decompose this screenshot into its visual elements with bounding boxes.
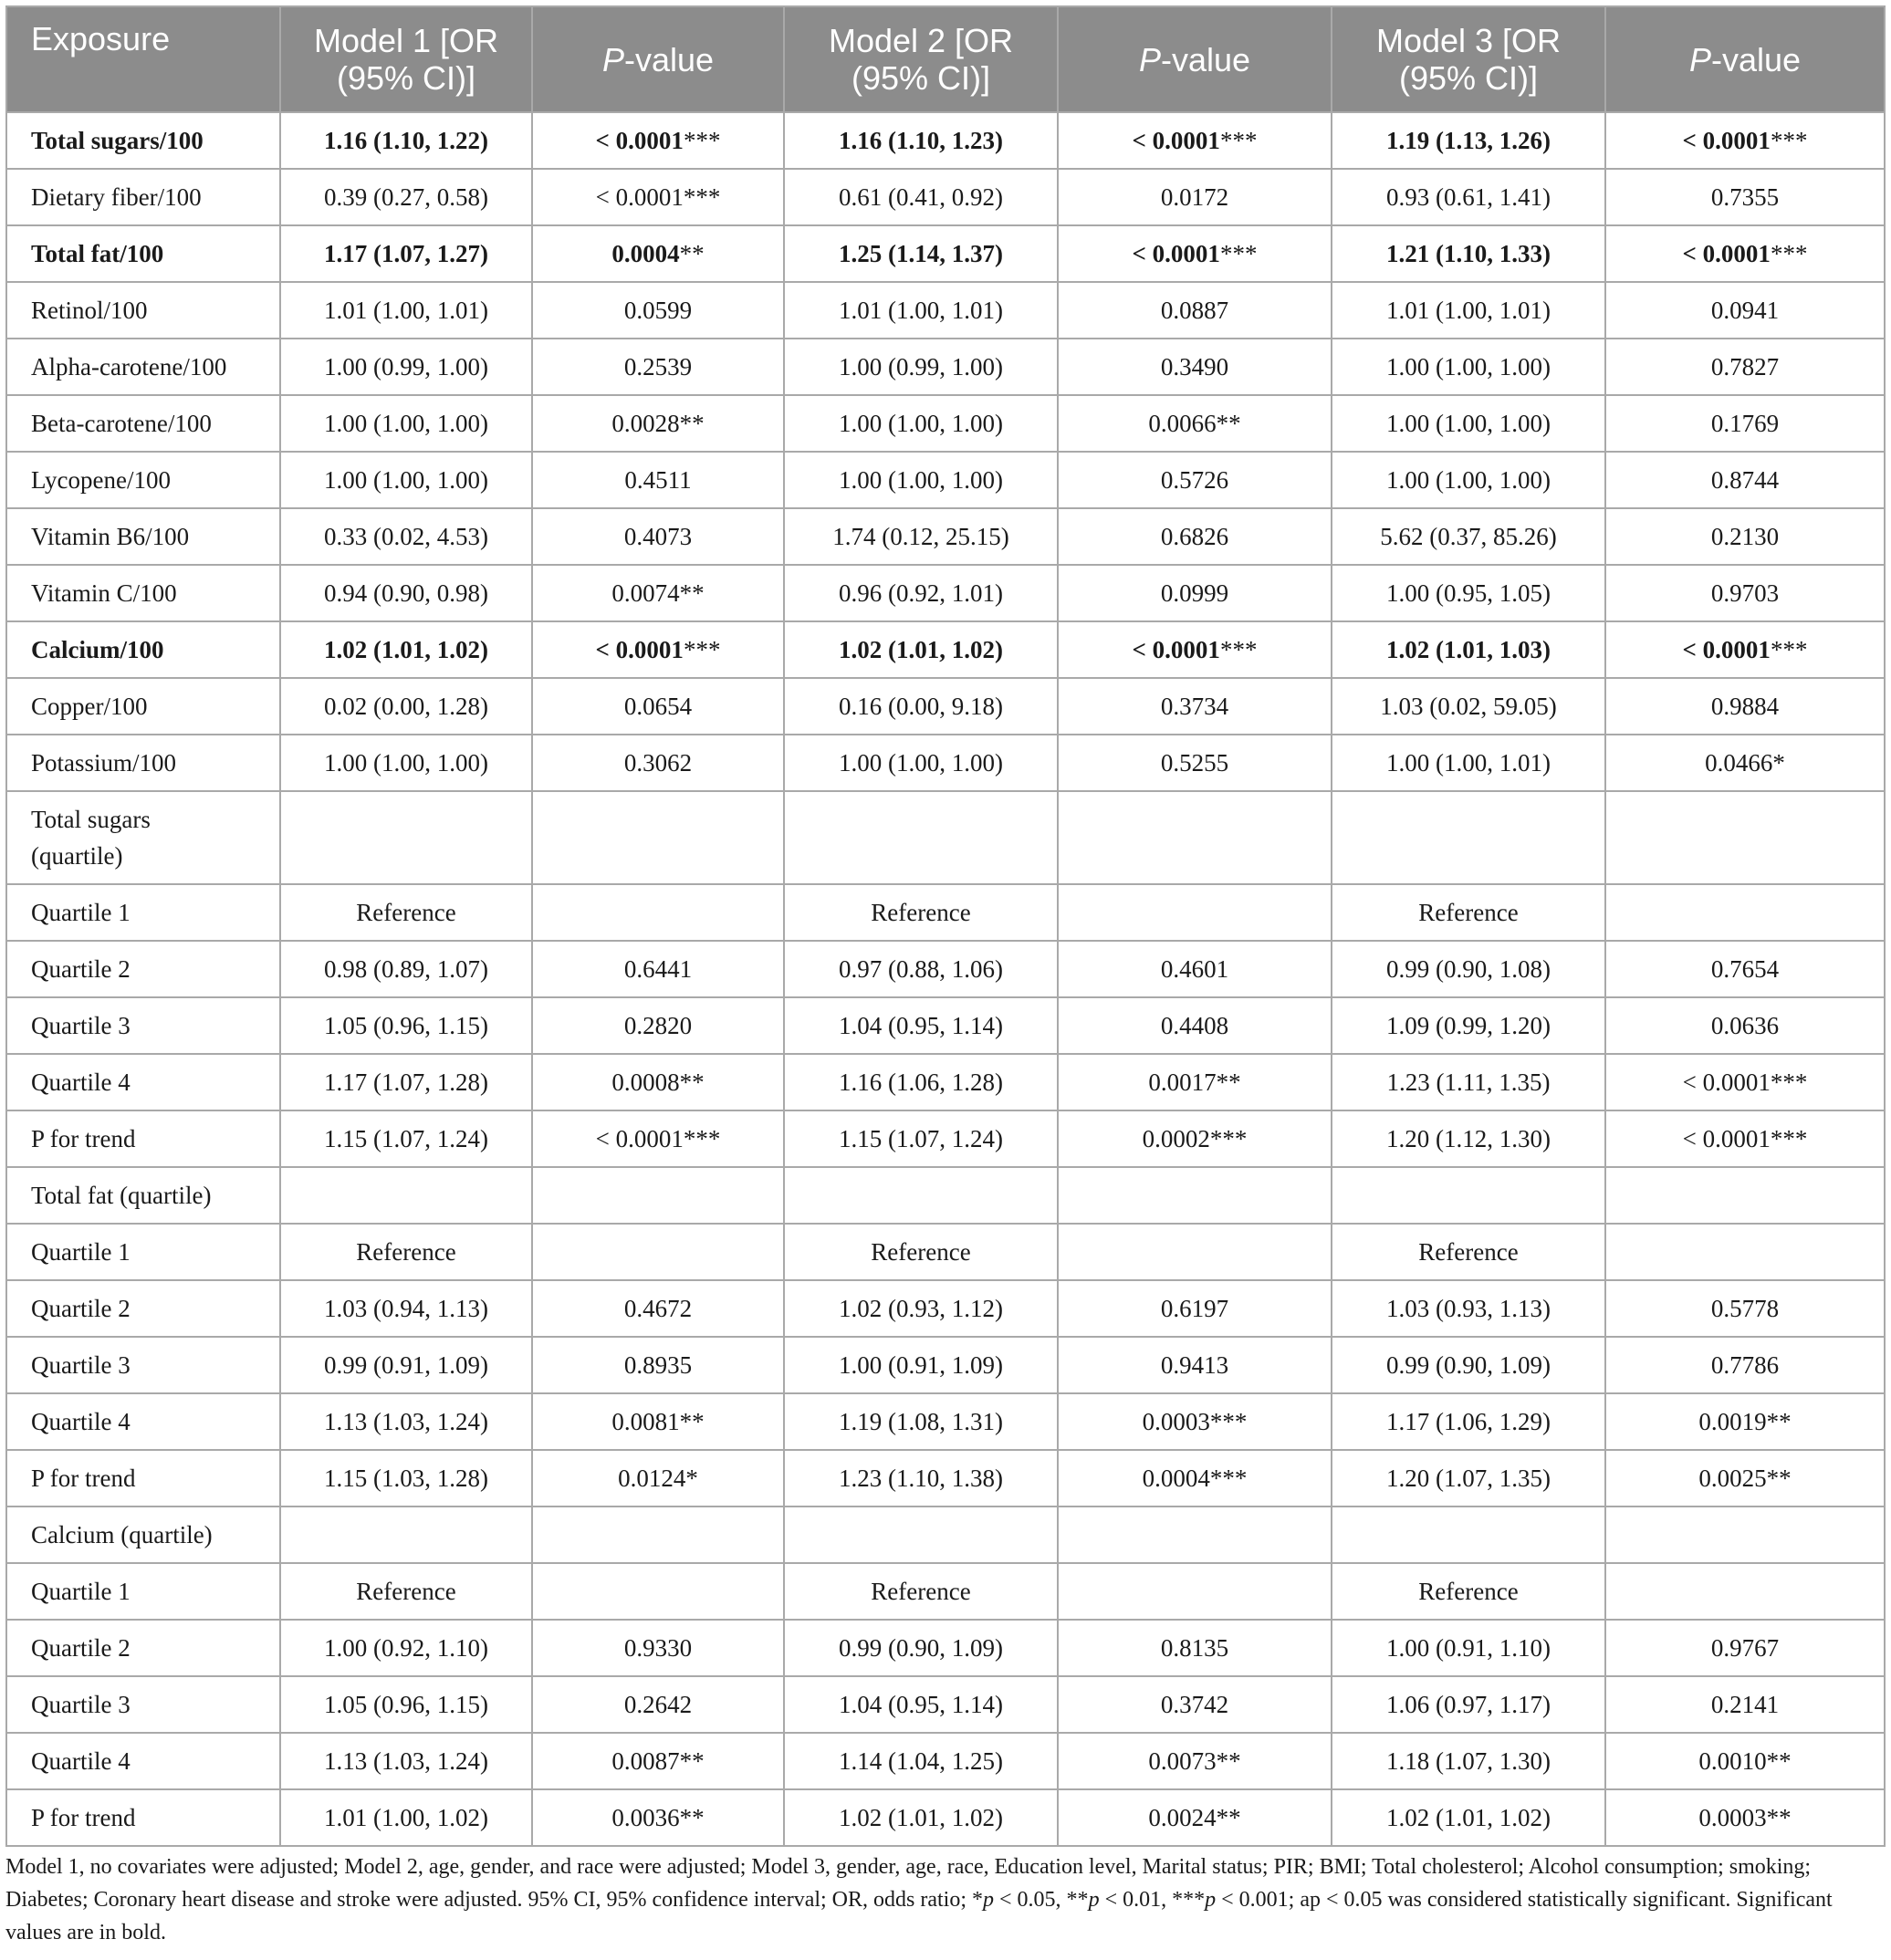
model3-pvalue-cell: < 0.0001*** <box>1605 112 1885 169</box>
model2-pvalue-cell: 0.0066** <box>1058 395 1332 452</box>
model2-pvalue-cell <box>1058 1563 1332 1620</box>
exposure-cell: Vitamin C/100 <box>6 565 280 621</box>
header-pvalue-3: P-value <box>1605 6 1885 112</box>
model2-or-cell: 1.02 (0.93, 1.12) <box>784 1280 1058 1337</box>
model1-or-cell: 1.16 (1.10, 1.22) <box>280 112 532 169</box>
model2-pvalue-cell: 0.3734 <box>1058 678 1332 735</box>
model2-or-cell: 1.16 (1.10, 1.23) <box>784 112 1058 169</box>
model1-pvalue-cell: 0.0036** <box>532 1789 784 1846</box>
table-row <box>6 1337 1885 1393</box>
model3-pvalue-cell: 0.2141 <box>1605 1676 1885 1733</box>
exposure-cell: Total fat (quartile) <box>6 1167 280 1224</box>
model1-pvalue-cell: < 0.0001*** <box>532 621 784 678</box>
model2-or-cell: 0.61 (0.41, 0.92) <box>784 169 1058 225</box>
table-row <box>6 1506 1885 1563</box>
model1-pvalue-cell: < 0.0001*** <box>532 169 784 225</box>
table-row <box>6 395 1885 452</box>
model2-or-cell: 0.96 (0.92, 1.01) <box>784 565 1058 621</box>
model3-pvalue-cell: 0.0466* <box>1605 735 1885 791</box>
model1-pvalue-cell: 0.6441 <box>532 941 784 997</box>
model2-or-cell: 1.04 (0.95, 1.14) <box>784 1676 1058 1733</box>
model1-pvalue-cell <box>532 1167 784 1224</box>
model2-or-cell: 1.14 (1.04, 1.25) <box>784 1733 1058 1789</box>
model1-or-cell: 1.05 (0.96, 1.15) <box>280 1676 532 1733</box>
model2-pvalue-cell: 0.4601 <box>1058 941 1332 997</box>
table-body <box>6 112 1885 1846</box>
model1-or-cell: 1.15 (1.07, 1.24) <box>280 1110 532 1167</box>
model2-or-cell: 1.04 (0.95, 1.14) <box>784 997 1058 1054</box>
model3-or-cell: 1.06 (0.97, 1.17) <box>1332 1676 1605 1733</box>
model3-pvalue-cell: 0.0019** <box>1605 1393 1885 1450</box>
table-row <box>6 1676 1885 1733</box>
model2-pvalue-cell: 0.3490 <box>1058 339 1332 395</box>
model3-pvalue-cell: 0.0025** <box>1605 1450 1885 1506</box>
exposure-cell: Lycopene/100 <box>6 452 280 508</box>
header-pvalue-1: P-value <box>532 6 784 112</box>
model3-or-cell: 1.00 (1.00, 1.01) <box>1332 735 1605 791</box>
model2-pvalue-cell: 0.5255 <box>1058 735 1332 791</box>
exposure-cell: P for trend <box>6 1110 280 1167</box>
model2-pvalue-cell: 0.6826 <box>1058 508 1332 565</box>
model1-pvalue-cell <box>532 1563 784 1620</box>
model3-pvalue-cell: 0.0636 <box>1605 997 1885 1054</box>
table-row <box>6 508 1885 565</box>
model3-or-cell: 1.00 (0.91, 1.10) <box>1332 1620 1605 1676</box>
table-row <box>6 1620 1885 1676</box>
model3-or-cell <box>1332 1506 1605 1563</box>
exposure-cell: Total fat/100 <box>6 225 280 282</box>
model2-or-cell: 1.74 (0.12, 25.15) <box>784 508 1058 565</box>
exposure-cell: Retinol/100 <box>6 282 280 339</box>
model3-or-cell: 1.21 (1.10, 1.33) <box>1332 225 1605 282</box>
model3-or-cell: 1.03 (0.02, 59.05) <box>1332 678 1605 735</box>
table-row <box>6 282 1885 339</box>
model1-or-cell: 0.98 (0.89, 1.07) <box>280 941 532 997</box>
table-row <box>6 678 1885 735</box>
table-row <box>6 1450 1885 1506</box>
model2-or-cell: 1.00 (1.00, 1.00) <box>784 735 1058 791</box>
exposure-cell: Beta-carotene/100 <box>6 395 280 452</box>
exposure-cell: Copper/100 <box>6 678 280 735</box>
model1-or-cell: 1.00 (1.00, 1.00) <box>280 452 532 508</box>
model1-pvalue-cell: < 0.0001*** <box>532 112 784 169</box>
model3-or-cell: 1.18 (1.07, 1.30) <box>1332 1733 1605 1789</box>
model2-or-cell: 0.97 (0.88, 1.06) <box>784 941 1058 997</box>
exposure-cell: P for trend <box>6 1789 280 1846</box>
table-row <box>6 1110 1885 1167</box>
model1-pvalue-cell: 0.4073 <box>532 508 784 565</box>
model2-or-cell: 0.99 (0.90, 1.09) <box>784 1620 1058 1676</box>
table-row <box>6 735 1885 791</box>
exposure-cell: Quartile 2 <box>6 1280 280 1337</box>
model3-pvalue-cell: 0.0010** <box>1605 1733 1885 1789</box>
model1-or-cell: 1.00 (0.92, 1.10) <box>280 1620 532 1676</box>
model3-or-cell: 1.02 (1.01, 1.03) <box>1332 621 1605 678</box>
model3-or-cell: 1.17 (1.06, 1.29) <box>1332 1393 1605 1450</box>
model2-pvalue-cell: 0.0002*** <box>1058 1110 1332 1167</box>
model3-pvalue-cell: 0.1769 <box>1605 395 1885 452</box>
model1-pvalue-cell: 0.0074** <box>532 565 784 621</box>
model3-pvalue-cell: < 0.0001*** <box>1605 1054 1885 1110</box>
model2-pvalue-cell: 0.0999 <box>1058 565 1332 621</box>
model3-or-cell: 0.99 (0.90, 1.08) <box>1332 941 1605 997</box>
model2-pvalue-cell: 0.0073** <box>1058 1733 1332 1789</box>
exposure-cell: P for trend <box>6 1450 280 1506</box>
model1-pvalue-cell: 0.0599 <box>532 282 784 339</box>
model3-pvalue-cell <box>1605 884 1885 941</box>
model3-pvalue-cell: < 0.0001*** <box>1605 1110 1885 1167</box>
table-row <box>6 1733 1885 1789</box>
model3-or-cell: Reference <box>1332 1224 1605 1280</box>
model1-or-cell: Reference <box>280 1224 532 1280</box>
header-row <box>6 6 1885 112</box>
model1-or-cell: Reference <box>280 1563 532 1620</box>
model2-pvalue-cell <box>1058 1506 1332 1563</box>
header-exposure: Exposure <box>6 6 280 112</box>
model3-or-cell: 1.00 (0.95, 1.05) <box>1332 565 1605 621</box>
model3-pvalue-cell: 0.7827 <box>1605 339 1885 395</box>
model1-or-cell: 1.13 (1.03, 1.24) <box>280 1393 532 1450</box>
model1-pvalue-cell: 0.9330 <box>532 1620 784 1676</box>
header-model2: Model 2 [OR (95% CI)] <box>784 6 1058 112</box>
model3-pvalue-cell: 0.7786 <box>1605 1337 1885 1393</box>
model2-pvalue-cell: < 0.0001*** <box>1058 112 1332 169</box>
model2-or-cell: 1.19 (1.08, 1.31) <box>784 1393 1058 1450</box>
table-row <box>6 791 1885 884</box>
model2-pvalue-cell <box>1058 1224 1332 1280</box>
model1-or-cell: 1.05 (0.96, 1.15) <box>280 997 532 1054</box>
model1-pvalue-cell: 0.2642 <box>532 1676 784 1733</box>
model3-pvalue-cell: 0.9767 <box>1605 1620 1885 1676</box>
model1-or-cell: 1.02 (1.01, 1.02) <box>280 621 532 678</box>
model2-pvalue-cell: 0.5726 <box>1058 452 1332 508</box>
model2-pvalue-cell: 0.6197 <box>1058 1280 1332 1337</box>
model3-pvalue-cell: 0.5778 <box>1605 1280 1885 1337</box>
model1-pvalue-cell: 0.0008** <box>532 1054 784 1110</box>
model1-or-cell <box>280 791 532 884</box>
model1-or-cell <box>280 1167 532 1224</box>
exposure-cell: Dietary fiber/100 <box>6 169 280 225</box>
model1-pvalue-cell: 0.0124* <box>532 1450 784 1506</box>
model2-pvalue-cell: 0.0024** <box>1058 1789 1332 1846</box>
model2-pvalue-cell <box>1058 791 1332 884</box>
model2-or-cell: 1.16 (1.06, 1.28) <box>784 1054 1058 1110</box>
model1-pvalue-cell: 0.3062 <box>532 735 784 791</box>
model3-pvalue-cell <box>1605 1563 1885 1620</box>
model1-or-cell: 0.94 (0.90, 0.98) <box>280 565 532 621</box>
table-row <box>6 884 1885 941</box>
model3-or-cell: 1.00 (1.00, 1.00) <box>1332 452 1605 508</box>
model1-pvalue-cell <box>532 1224 784 1280</box>
exposure-cell: Quartile 3 <box>6 1337 280 1393</box>
model1-or-cell: 1.17 (1.07, 1.27) <box>280 225 532 282</box>
model1-or-cell: 1.00 (1.00, 1.00) <box>280 395 532 452</box>
model1-pvalue-cell: 0.2820 <box>532 997 784 1054</box>
table-row <box>6 1789 1885 1846</box>
model1-or-cell <box>280 1506 532 1563</box>
model2-pvalue-cell: < 0.0001*** <box>1058 225 1332 282</box>
header-model1: Model 1 [OR (95% CI)] <box>280 6 532 112</box>
model3-pvalue-cell: 0.7355 <box>1605 169 1885 225</box>
model3-pvalue-cell: 0.0003** <box>1605 1789 1885 1846</box>
model3-or-cell: 1.19 (1.13, 1.26) <box>1332 112 1605 169</box>
model1-or-cell: 1.01 (1.00, 1.01) <box>280 282 532 339</box>
model2-or-cell <box>784 1167 1058 1224</box>
model3-or-cell: 1.00 (1.00, 1.00) <box>1332 395 1605 452</box>
model3-or-cell <box>1332 1167 1605 1224</box>
table-row <box>6 225 1885 282</box>
model1-pvalue-cell: 0.0654 <box>532 678 784 735</box>
model2-pvalue-cell: 0.0003*** <box>1058 1393 1332 1450</box>
model1-pvalue-cell: 0.2539 <box>532 339 784 395</box>
model1-pvalue-cell <box>532 884 784 941</box>
model1-or-cell: Reference <box>280 884 532 941</box>
exposure-cell: Calcium/100 <box>6 621 280 678</box>
exposure-cell: Quartile 4 <box>6 1393 280 1450</box>
model2-or-cell <box>784 791 1058 884</box>
model3-or-cell: Reference <box>1332 884 1605 941</box>
model2-or-cell: 0.16 (0.00, 9.18) <box>784 678 1058 735</box>
table-row <box>6 997 1885 1054</box>
model2-pvalue-cell: 0.4408 <box>1058 997 1332 1054</box>
model1-or-cell: 1.01 (1.00, 1.02) <box>280 1789 532 1846</box>
table-row <box>6 941 1885 997</box>
model3-or-cell: 1.09 (0.99, 1.20) <box>1332 997 1605 1054</box>
model3-or-cell: 0.99 (0.90, 1.09) <box>1332 1337 1605 1393</box>
exposure-cell: Alpha-carotene/100 <box>6 339 280 395</box>
model3-pvalue-cell: 0.0941 <box>1605 282 1885 339</box>
model3-pvalue-cell <box>1605 1224 1885 1280</box>
model2-or-cell: 1.02 (1.01, 1.02) <box>784 621 1058 678</box>
exposure-cell: Quartile 3 <box>6 997 280 1054</box>
model1-pvalue-cell: 0.4511 <box>532 452 784 508</box>
exposure-cell: Quartile 4 <box>6 1733 280 1789</box>
model2-pvalue-cell: 0.0017** <box>1058 1054 1332 1110</box>
table-row <box>6 452 1885 508</box>
model2-or-cell <box>784 1506 1058 1563</box>
model1-or-cell: 1.17 (1.07, 1.28) <box>280 1054 532 1110</box>
header-model3: Model 3 [OR (95% CI)] <box>1332 6 1605 112</box>
exposure-cell: Potassium/100 <box>6 735 280 791</box>
exposure-cell: Quartile 2 <box>6 1620 280 1676</box>
table-row <box>6 1224 1885 1280</box>
model2-or-cell: 1.23 (1.10, 1.38) <box>784 1450 1058 1506</box>
table-row <box>6 1393 1885 1450</box>
exposure-cell: Quartile 3 <box>6 1676 280 1733</box>
model1-pvalue-cell: 0.0081** <box>532 1393 784 1450</box>
model3-pvalue-cell: 0.7654 <box>1605 941 1885 997</box>
model2-or-cell: 1.00 (0.99, 1.00) <box>784 339 1058 395</box>
model3-or-cell <box>1332 791 1605 884</box>
model2-or-cell: 1.00 (1.00, 1.00) <box>784 452 1058 508</box>
model1-pvalue-cell: 0.0087** <box>532 1733 784 1789</box>
model2-or-cell: Reference <box>784 1224 1058 1280</box>
model1-or-cell: 1.03 (0.94, 1.13) <box>280 1280 532 1337</box>
model3-pvalue-cell: 0.2130 <box>1605 508 1885 565</box>
model2-pvalue-cell <box>1058 884 1332 941</box>
table-footnote: Model 1, no covariates were adjusted; Model 2, age, gender, and race were adjusted; Model 3, gender, age, race, Education level, Marital status; PIR; BMI; Total cholesterol; Alcohol consumption; smoking; Diabetes; Coronary heart disease and stroke were adjusted. 95% CI, 95% confidence interval; OR, odds ratio; *p < 0.05, **p < 0.01, ***p < 0.001; ap < 0.05 was considered statistically significant. Significant values are in bold. <box>5 1855 1833 1944</box>
exposure-cell: Quartile 1 <box>6 1563 280 1620</box>
model1-pvalue-cell <box>532 791 784 884</box>
table-row <box>6 621 1885 678</box>
model3-pvalue-cell: 0.9884 <box>1605 678 1885 735</box>
exposure-cell: Calcium (quartile) <box>6 1506 280 1563</box>
model3-pvalue-cell: < 0.0001*** <box>1605 225 1885 282</box>
model2-pvalue-cell: 0.0887 <box>1058 282 1332 339</box>
model1-or-cell: 1.00 (1.00, 1.00) <box>280 735 532 791</box>
model2-or-cell: Reference <box>784 1563 1058 1620</box>
table-row <box>6 1167 1885 1224</box>
table-row <box>6 112 1885 169</box>
model3-pvalue-cell: < 0.0001*** <box>1605 621 1885 678</box>
results-table <box>5 5 1886 1847</box>
model3-or-cell: 5.62 (0.37, 85.26) <box>1332 508 1605 565</box>
model3-pvalue-cell <box>1605 1506 1885 1563</box>
model1-or-cell: 0.33 (0.02, 4.53) <box>280 508 532 565</box>
model2-pvalue-cell: < 0.0001*** <box>1058 621 1332 678</box>
model2-or-cell: 1.25 (1.14, 1.37) <box>784 225 1058 282</box>
exposure-cell: Vitamin B6/100 <box>6 508 280 565</box>
table-container <box>5 5 1884 1847</box>
model2-or-cell: 1.01 (1.00, 1.01) <box>784 282 1058 339</box>
model1-or-cell: 0.39 (0.27, 0.58) <box>280 169 532 225</box>
model2-pvalue-cell: 0.8135 <box>1058 1620 1332 1676</box>
model1-or-cell: 1.15 (1.03, 1.28) <box>280 1450 532 1506</box>
table-row <box>6 1054 1885 1110</box>
model3-pvalue-cell <box>1605 1167 1885 1224</box>
model2-or-cell: 1.00 (1.00, 1.00) <box>784 395 1058 452</box>
table-row <box>6 565 1885 621</box>
exposure-cell: Quartile 2 <box>6 941 280 997</box>
model2-or-cell: 1.02 (1.01, 1.02) <box>784 1789 1058 1846</box>
model2-or-cell: Reference <box>784 884 1058 941</box>
model1-pvalue-cell: 0.0028** <box>532 395 784 452</box>
model2-pvalue-cell: 0.0004*** <box>1058 1450 1332 1506</box>
model1-pvalue-cell: 0.8935 <box>532 1337 784 1393</box>
model1-pvalue-cell: < 0.0001*** <box>532 1110 784 1167</box>
model1-pvalue-cell <box>532 1506 784 1563</box>
model3-or-cell: 1.20 (1.07, 1.35) <box>1332 1450 1605 1506</box>
exposure-cell: Quartile 4 <box>6 1054 280 1110</box>
exposure-cell: Quartile 1 <box>6 884 280 941</box>
model2-pvalue-cell: 0.0172 <box>1058 169 1332 225</box>
model1-pvalue-cell: 0.4672 <box>532 1280 784 1337</box>
model3-or-cell: 1.20 (1.12, 1.30) <box>1332 1110 1605 1167</box>
model3-or-cell: 1.23 (1.11, 1.35) <box>1332 1054 1605 1110</box>
model3-or-cell: 1.01 (1.00, 1.01) <box>1332 282 1605 339</box>
model3-or-cell: 0.93 (0.61, 1.41) <box>1332 169 1605 225</box>
exposure-cell: Total sugars/100 <box>6 112 280 169</box>
model2-pvalue-cell: 0.3742 <box>1058 1676 1332 1733</box>
table-row <box>6 169 1885 225</box>
table-row <box>6 339 1885 395</box>
table-row <box>6 1563 1885 1620</box>
model3-or-cell: 1.03 (0.93, 1.13) <box>1332 1280 1605 1337</box>
table-row <box>6 1280 1885 1337</box>
model3-pvalue-cell: 0.9703 <box>1605 565 1885 621</box>
model1-or-cell: 0.99 (0.91, 1.09) <box>280 1337 532 1393</box>
exposure-cell: Quartile 1 <box>6 1224 280 1280</box>
model2-or-cell: 1.15 (1.07, 1.24) <box>784 1110 1058 1167</box>
model1-pvalue-cell: 0.0004** <box>532 225 784 282</box>
model2-pvalue-cell: 0.9413 <box>1058 1337 1332 1393</box>
model3-or-cell: 1.00 (1.00, 1.00) <box>1332 339 1605 395</box>
model3-pvalue-cell: 0.8744 <box>1605 452 1885 508</box>
model2-pvalue-cell <box>1058 1167 1332 1224</box>
exposure-cell: Total sugars (quartile) <box>6 791 280 884</box>
model1-or-cell: 1.00 (0.99, 1.00) <box>280 339 532 395</box>
model3-pvalue-cell <box>1605 791 1885 884</box>
model3-or-cell: 1.02 (1.01, 1.02) <box>1332 1789 1605 1846</box>
model1-or-cell: 1.13 (1.03, 1.24) <box>280 1733 532 1789</box>
model2-or-cell: 1.00 (0.91, 1.09) <box>784 1337 1058 1393</box>
model3-or-cell: Reference <box>1332 1563 1605 1620</box>
model1-or-cell: 0.02 (0.00, 1.28) <box>280 678 532 735</box>
header-pvalue-2: P-value <box>1058 6 1332 112</box>
